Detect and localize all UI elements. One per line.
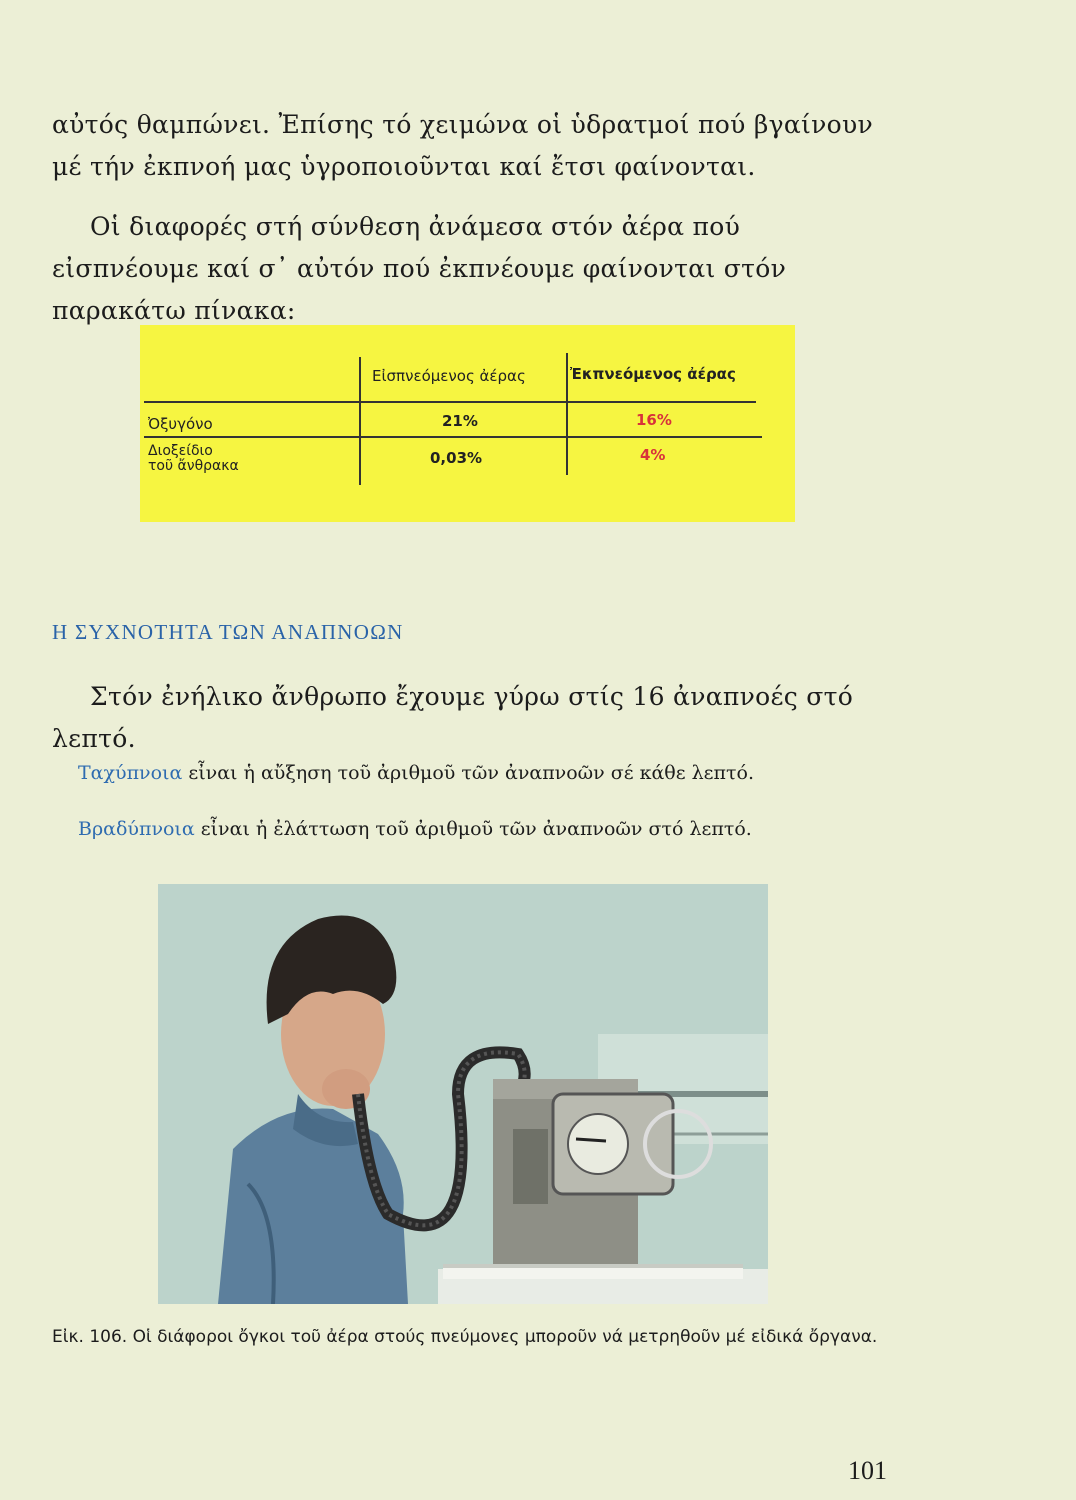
definition-text: εἶναι ἡ ἐλάττωση τοῦ ἀριθμοῦ τῶν ἀναπνοῶν στό λεπτό.: [200, 818, 752, 840]
table-cell-oxygen-inhaled: 21%: [442, 412, 478, 430]
table-cell-co2-exhaled: 4%: [640, 446, 666, 464]
section-heading: Η ΣΥΧΝΟΤΗΤΑ ΤΩΝ ΑΝΑΠΝΟΩΝ: [52, 620, 404, 644]
table-header-inhaled: Εἰσπνεόμενος ἀέρας: [372, 367, 526, 385]
definition-term: Βραδύπνοια: [78, 818, 195, 840]
spirometer-illustration: [158, 884, 768, 1304]
paragraph-breath-visible: αὐτός θαμπώνει. Ἐπίσης τό χειμώνα οἱ ὑδρατμοί πού βγαίνουν μέ τήν ἐκπνοή μας ὑγροποιοῦνται καί ἔτσι φαίνονται.: [52, 110, 873, 181]
table-row-label-co2-line2: τοῦ ἄνθρακα: [148, 458, 239, 474]
air-composition-table: [140, 325, 795, 522]
table-vertical-divider-1: [359, 357, 361, 485]
definition-tachypnea: [78, 762, 754, 784]
table-cell-co2-inhaled: 0,03%: [430, 449, 483, 467]
page-number: 101: [848, 1456, 887, 1485]
table-row-label-oxygen: Ὀξυγόνο: [148, 415, 213, 433]
table-cell-oxygen-exhaled: 16%: [636, 411, 672, 429]
figure-caption: Εἰκ. 106. Οἱ διάφοροι ὄγκοι τοῦ ἀέρα στούς πνεύμονες μποροῦν νά μετρηθοῦν μέ εἰδικά ὄργανα.: [52, 1327, 878, 1347]
definition-bradypnea: [78, 818, 752, 840]
table-row-rule: [144, 436, 762, 438]
definition-text: εἶναι ἡ αὔξηση τοῦ ἀριθμοῦ τῶν ἀναπνοῶν σέ κάθε λεπτό.: [188, 762, 754, 784]
paragraph-air-composition-intro: Οἱ διαφορές στή σύνθεση ἀνάμεσα στόν ἀέρα πού εἰσπνέουμε καί σ᾽ αὐτόν πού ἐκπνέουμε φαίνονται στόν παρακάτω πίνακα:: [52, 212, 787, 325]
paragraph-breath-rate: Στόν ἐνήλικο ἄνθρωπο ἔχουμε γύρω στίς 16 ἀναπνοές στό λεπτό.: [52, 682, 854, 753]
table-header-rule: [144, 401, 756, 403]
table-row-label-co2-line1: Διοξείδιο: [148, 443, 213, 459]
definition-term: Ταχύπνοια: [78, 762, 183, 784]
table-vertical-divider-2: [566, 353, 568, 475]
spirometer-photo: [158, 884, 768, 1304]
table-header-exhaled: Ἐκπνεόμενος ἀέρας: [570, 365, 736, 383]
